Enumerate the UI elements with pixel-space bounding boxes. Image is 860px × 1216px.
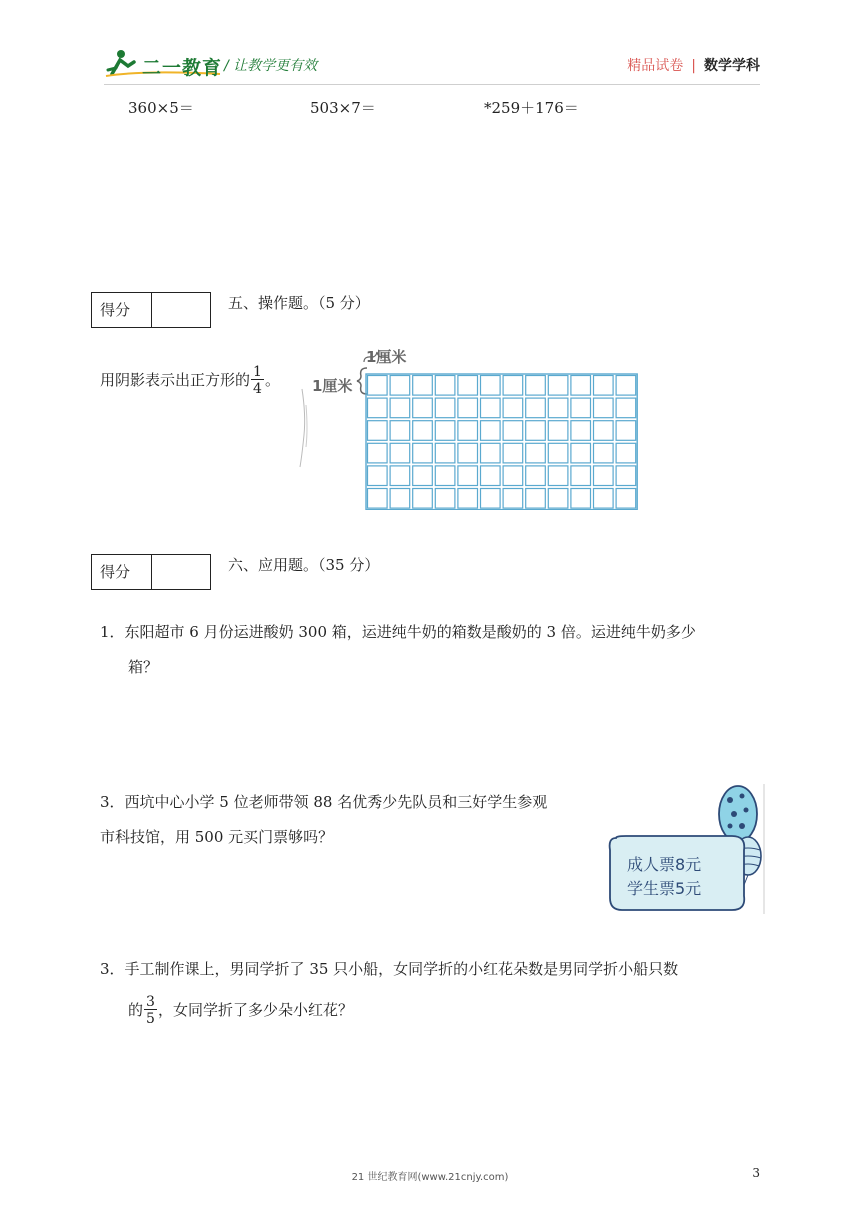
grid-cell xyxy=(413,376,433,396)
fraction-numerator: 1 xyxy=(253,364,262,380)
header-separator: | xyxy=(691,58,696,74)
score-box-section6 xyxy=(91,554,211,590)
grid-cell xyxy=(616,376,636,396)
grid-cell xyxy=(503,466,523,486)
grid-cell xyxy=(481,489,501,509)
header-subject: 数学学科 xyxy=(704,58,760,74)
grid-cell xyxy=(594,443,614,463)
adult-ticket-price: 成人票8元 xyxy=(627,855,702,874)
page-number: 3 xyxy=(752,1166,760,1180)
grid-cell xyxy=(458,466,478,486)
grid-cell xyxy=(571,466,591,486)
grid-cell xyxy=(390,376,410,396)
section5-title: 五、操作题。（5 分） xyxy=(228,294,370,312)
section6-title: 六、应用题。（35 分） xyxy=(228,556,380,574)
grid-cell xyxy=(458,376,478,396)
grid-cell xyxy=(594,398,614,418)
grid-cell xyxy=(413,489,433,509)
header-divider xyxy=(104,84,760,85)
calc-item-3: *259＋176＝ xyxy=(484,99,579,117)
student-ticket-price: 学生票5元 xyxy=(627,879,702,898)
grid-cell xyxy=(503,443,523,463)
grid-cell xyxy=(571,443,591,463)
grid-cell xyxy=(458,443,478,463)
grid-cell xyxy=(526,398,546,418)
grid-cell xyxy=(368,398,388,418)
grid-cell xyxy=(594,421,614,441)
grid-cell xyxy=(503,398,523,418)
grid-cell xyxy=(526,421,546,441)
q1-line1: 1．东阳超市 6 月份运进酸奶 300 箱，运进纯牛奶的箱数是酸奶的 3 倍。运进纯牛奶多少 xyxy=(100,623,696,641)
grid-cell xyxy=(481,398,501,418)
pencil-scribble-mark xyxy=(294,385,314,471)
grid-cell xyxy=(594,376,614,396)
score-label: 得分 xyxy=(92,555,152,589)
grid-cell xyxy=(413,421,433,441)
grid-cell xyxy=(526,489,546,509)
q3-line2 xyxy=(128,995,353,1026)
square-grid xyxy=(364,372,638,510)
footer-text: 21 世纪教育网(www.21cnjy.com) xyxy=(351,1172,509,1183)
grid-cell xyxy=(526,466,546,486)
fraction-denominator: 4 xyxy=(253,381,262,397)
header-tag: 精品试卷 xyxy=(627,58,684,74)
grid-cell xyxy=(548,443,568,463)
grid-cell xyxy=(548,489,568,509)
grid-cell xyxy=(435,466,455,486)
q3-suffix: ，女同学折了多少朵小红花？ xyxy=(157,1001,353,1019)
grid-cell xyxy=(548,376,568,396)
grid-cell xyxy=(616,466,636,486)
section5-question xyxy=(100,365,280,396)
grid-cell xyxy=(571,398,591,418)
grid-cell xyxy=(368,376,388,396)
grid-cell xyxy=(413,398,433,418)
grid-cell xyxy=(571,421,591,441)
label-1cm-left: 1厘米 xyxy=(312,377,353,395)
score-box-section5 xyxy=(91,292,211,328)
q3-prefix: 的 xyxy=(128,1001,144,1019)
grid-cell xyxy=(368,489,388,509)
grid-cell xyxy=(435,376,455,396)
q2-line1: 3．西坑中心小学 5 位老师带领 88 名优秀少先队员和三好学生参观 xyxy=(100,793,548,811)
grid-cell xyxy=(368,443,388,463)
grid-cell xyxy=(571,376,591,396)
grid-cell xyxy=(481,466,501,486)
grid-cell xyxy=(390,398,410,418)
grid-cell xyxy=(616,443,636,463)
grid-cell xyxy=(390,421,410,441)
grid-cell xyxy=(548,398,568,418)
score-label: 得分 xyxy=(92,293,152,327)
brand-name: 二一教育 xyxy=(142,57,223,79)
grid-cell xyxy=(390,443,410,463)
grid-cell xyxy=(458,398,478,418)
grid-cell xyxy=(526,376,546,396)
grid-cell xyxy=(526,443,546,463)
question-prefix: 用阴影表示出正方形的 xyxy=(100,371,251,389)
grid-cell xyxy=(435,443,455,463)
grid-cell xyxy=(548,466,568,486)
fraction-denominator: 5 xyxy=(146,1011,155,1027)
grid-cell xyxy=(503,489,523,509)
grid-cell xyxy=(594,466,614,486)
grid-cell xyxy=(481,443,501,463)
calc-item-1: 360×5＝ xyxy=(128,99,194,117)
grid-cell xyxy=(616,489,636,509)
grid-cell xyxy=(435,421,455,441)
slogan: / 让教学更有效 xyxy=(224,58,318,74)
q1-line2: 箱？ xyxy=(128,658,159,676)
grid-cell xyxy=(481,421,501,441)
grid-cell xyxy=(481,376,501,396)
fraction-numerator: 3 xyxy=(146,994,155,1010)
grid-cell xyxy=(616,421,636,441)
fraction-three-fifths xyxy=(144,995,157,1026)
header-right xyxy=(627,55,760,75)
grid-cell xyxy=(458,421,478,441)
brace-top-icon xyxy=(362,350,392,364)
grid-cell xyxy=(368,466,388,486)
grid-cell xyxy=(616,398,636,418)
grid-cell xyxy=(368,421,388,441)
fraction-one-quarter xyxy=(251,365,264,396)
calc-item-2: 503×7＝ xyxy=(310,99,376,117)
grid-cell xyxy=(413,443,433,463)
grid-cell xyxy=(571,489,591,509)
grid-cell xyxy=(413,466,433,486)
grid-cell xyxy=(503,376,523,396)
grid-cell xyxy=(594,489,614,509)
question-suffix: 。 xyxy=(264,371,280,389)
q2-line2: 市科技馆，用 500 元买门票够吗？ xyxy=(100,828,334,846)
grid-cell xyxy=(435,489,455,509)
label-1cm-top: 1厘米 xyxy=(366,348,407,366)
q3-line1: 3．手工制作课上，男同学折了 35 只小船，女同学折的小红花朵数是男同学折小船只数 xyxy=(100,960,679,978)
grid-cell xyxy=(458,489,478,509)
grid-cell xyxy=(390,466,410,486)
grid-cell xyxy=(435,398,455,418)
grid-cell xyxy=(390,489,410,509)
grid-cell xyxy=(503,421,523,441)
grid-cell xyxy=(548,421,568,441)
